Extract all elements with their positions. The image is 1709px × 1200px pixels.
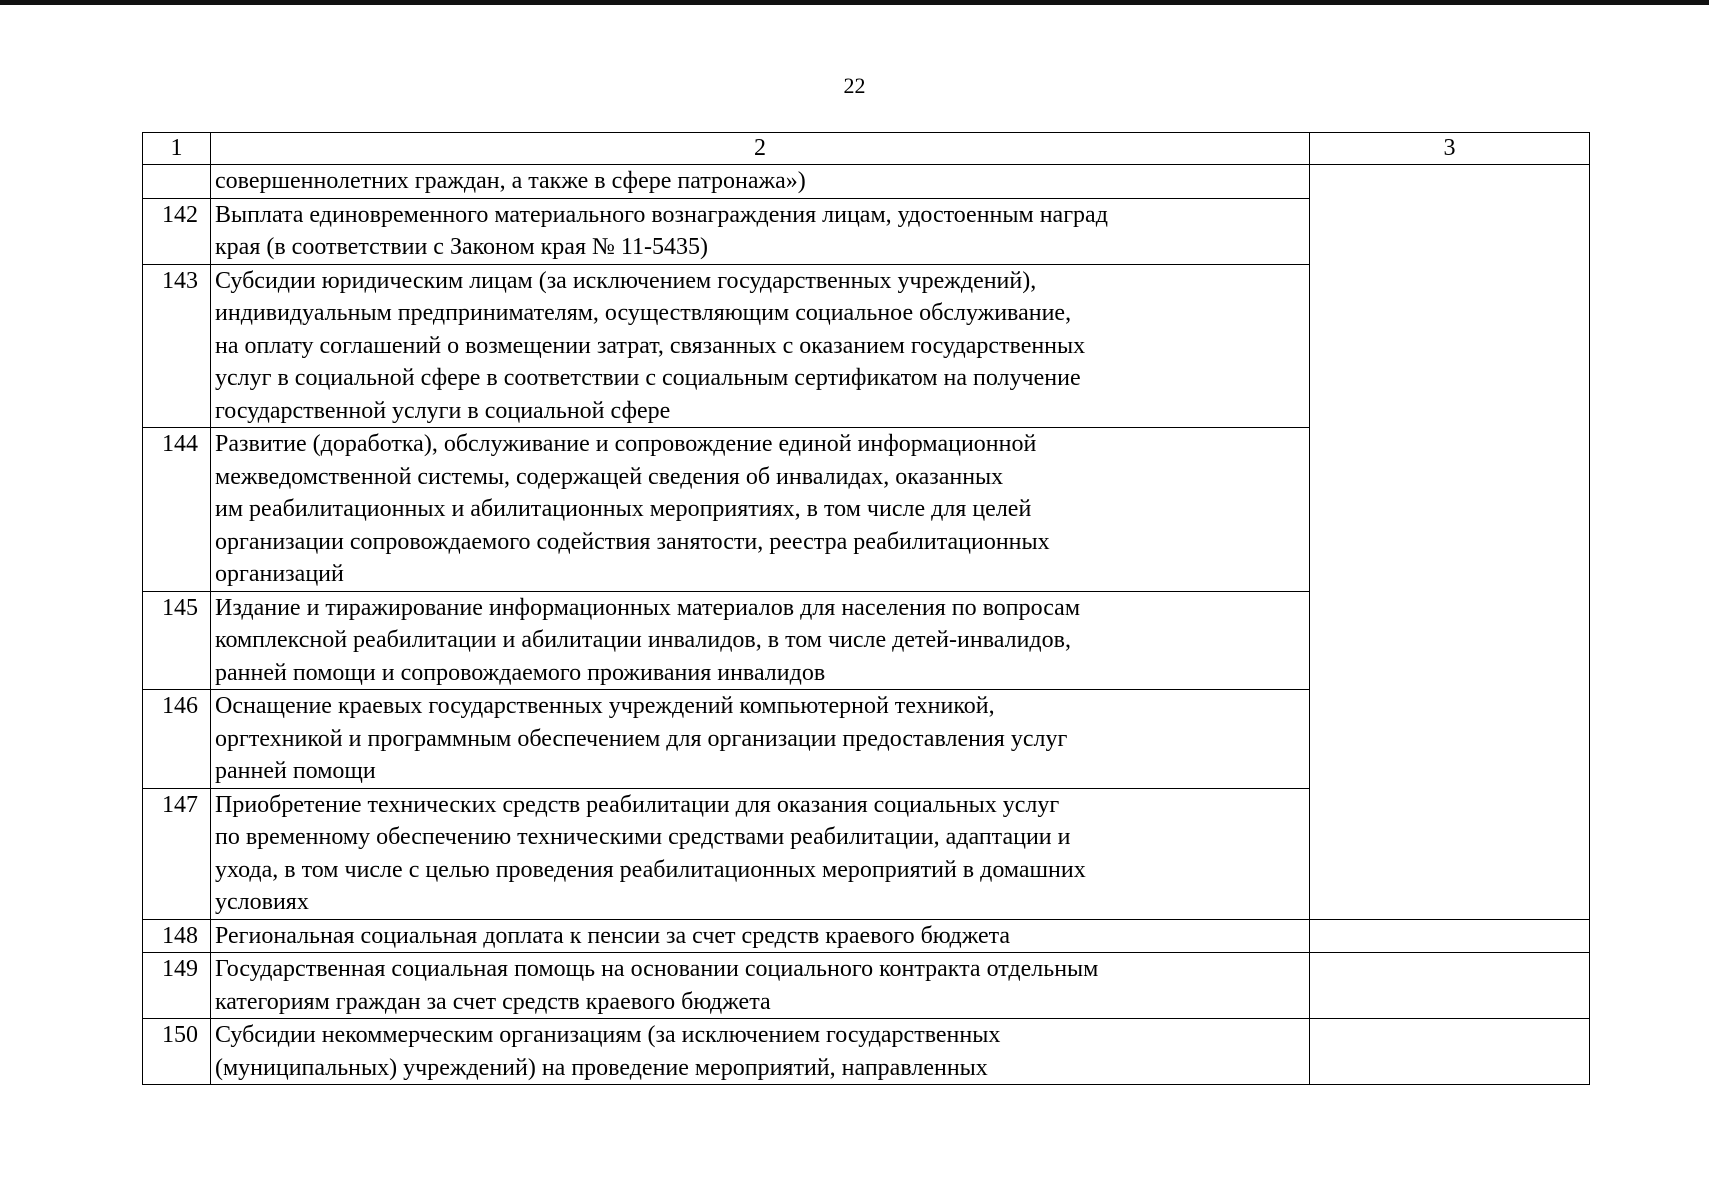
- row-text-cell: Развитие (доработка), обслуживание и сопровождение единой информационной межведомственной системы, содержащей сведения об инвалидах, оказанных им реабилитационных и абилитационных мероприятиях, в том числе для целей организации сопровождаемого содействия занятости, реестра реабилитационных организаций: [211, 428, 1310, 592]
- row-text-cell: Приобретение технических средств реабилитации для оказания социальных услуг по временному обеспечению техническими средствами реабилитации, адаптации и ухода, в том числе с целью проведения реабилитационных мероприятий в домашних условиях: [211, 788, 1310, 919]
- budget-items-table: [142, 132, 1590, 1085]
- row-text-cell: Оснащение краевых государственных учреждений компьютерной техникой, оргтехникой и программным обеспечением для организации предоставления услуг ранней помощи: [211, 690, 1310, 789]
- table-header-row: [143, 133, 1590, 165]
- row-text-cell: Государственная социальная помощь на основании социального контракта отдельным категориям граждан за счет средств краевого бюджета: [211, 953, 1310, 1019]
- row-text-cell: Выплата единовременного материального вознаграждения лицам, удостоенным наград края (в соответствии с Законом края № 11-5435): [211, 198, 1310, 264]
- header-col-1: 1: [143, 133, 211, 165]
- table-row: [143, 953, 1590, 1019]
- row-text-cell: Субсидии некоммерческим организациям (за исключением государственных (муниципальных) учреждений) на проведение мероприятий, направленных: [211, 1019, 1310, 1085]
- row-text-cell: Издание и тиражирование информационных материалов для населения по вопросам комплексной реабилитации и абилитации инвалидов, в том числе детей-инвалидов, ранней помощи и сопровождаемого проживания инвалидов: [211, 591, 1310, 690]
- row-number-cell: 146: [143, 690, 211, 789]
- col3-merged-cell: [1310, 165, 1590, 920]
- header-col-2: 2: [211, 133, 1310, 165]
- row-number-cell: 147: [143, 788, 211, 919]
- table-row: [143, 1019, 1590, 1085]
- row-number-cell: 149: [143, 953, 211, 1019]
- col3-cell: [1310, 919, 1590, 953]
- col3-cell: [1310, 953, 1590, 1019]
- row-text-cell: Субсидии юридическим лицам (за исключением государственных учреждений), индивидуальным предпринимателям, осуществляющим социальное обслуживание, на оплату соглашений о возмещении затрат, связанных с оказанием государственных услуг в социальной сфере в соответствии с социальным сертификатом на получение государственной услуги в социальной сфере: [211, 264, 1310, 428]
- table-row-continuation: [143, 165, 1590, 199]
- table-row: [143, 919, 1590, 953]
- row-number-cell: 142: [143, 198, 211, 264]
- col3-cell: [1310, 1019, 1590, 1085]
- row-number-cell: 150: [143, 1019, 211, 1085]
- row-number-cell: 143: [143, 264, 211, 428]
- page-number: 22: [843, 73, 866, 98]
- row-text-cell: Региональная социальная доплата к пенсии за счет средств краевого бюджета: [211, 919, 1310, 953]
- row-text-cell: совершеннолетних граждан, а также в сфере патронажа»): [211, 165, 1310, 199]
- top-scan-border: [0, 0, 1709, 5]
- row-number-cell: 148: [143, 919, 211, 953]
- row-number-cell: 144: [143, 428, 211, 592]
- row-number-cell: [143, 165, 211, 199]
- header-col-3: 3: [1310, 133, 1590, 165]
- row-number-cell: 145: [143, 591, 211, 690]
